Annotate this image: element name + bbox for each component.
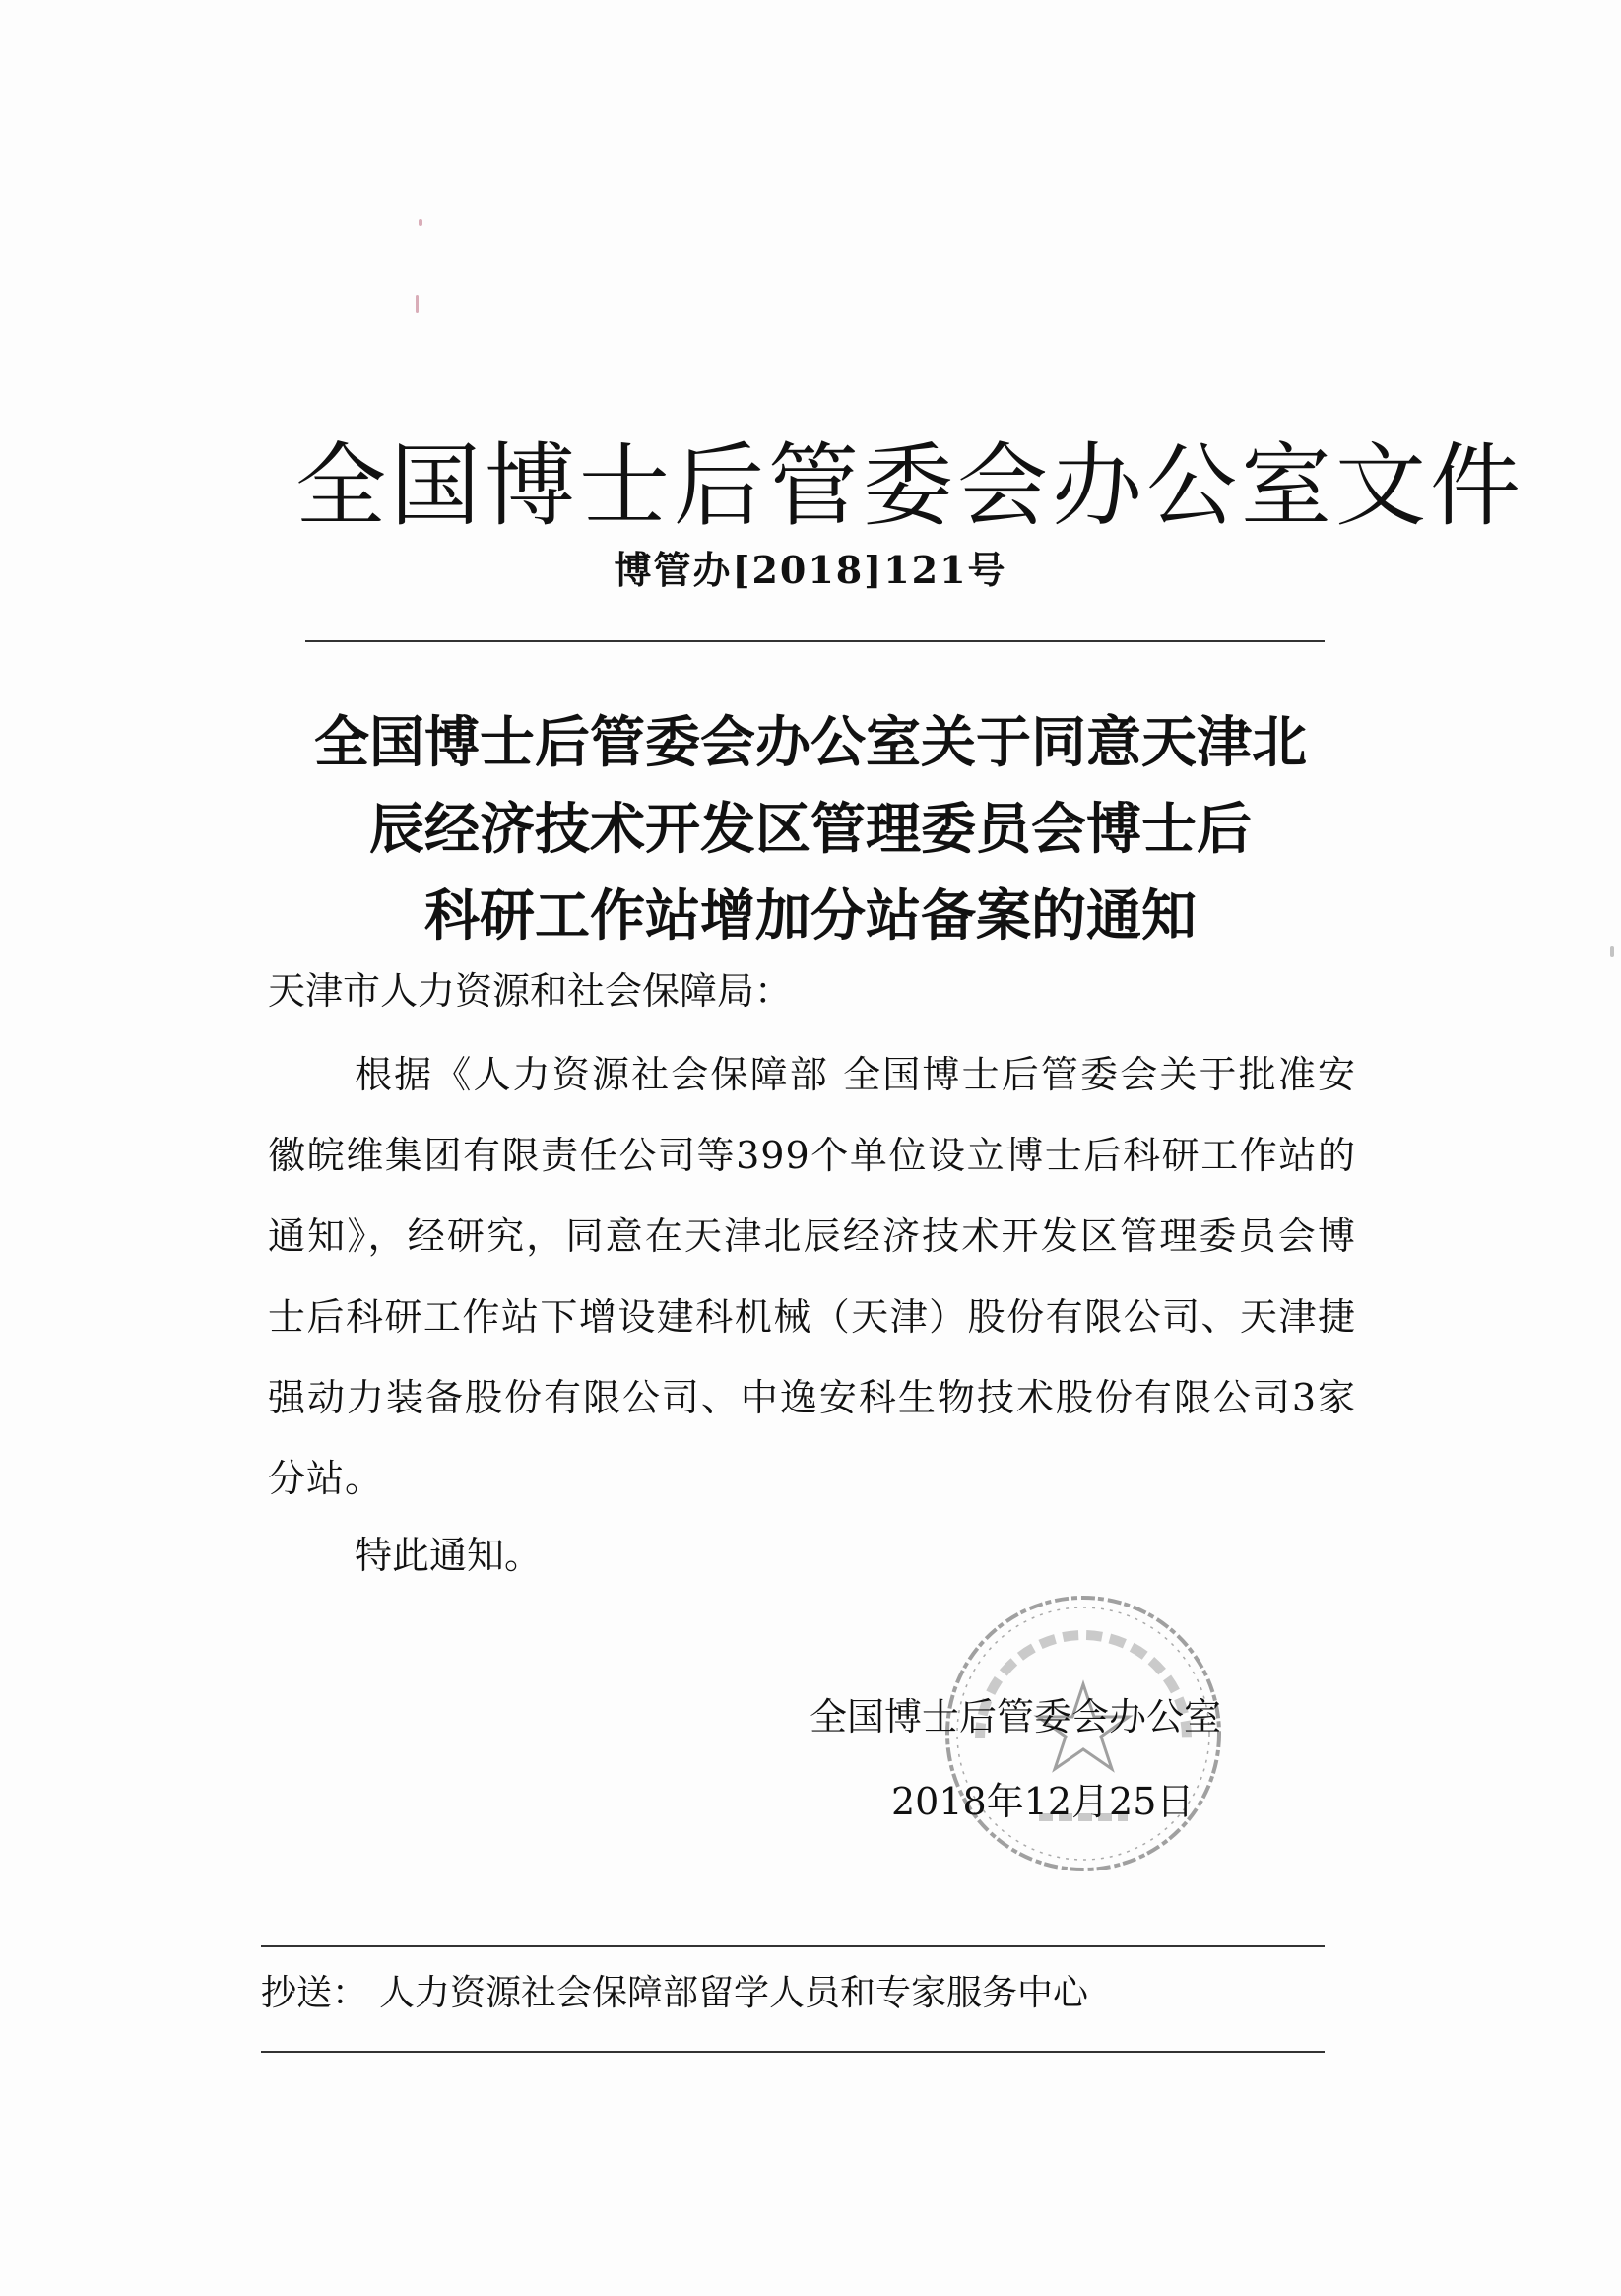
- closing-text: 特此通知。: [355, 1534, 543, 1577]
- document-subject: [0, 699, 1621, 959]
- signing-date: 2018年12月25日: [891, 1780, 1195, 1823]
- scan-speck: [416, 295, 419, 313]
- addressee: 天津市人力资源和社会保障局：: [268, 969, 793, 1013]
- subject-line: 辰经济技术开发区管理委员会博士后: [369, 797, 1252, 862]
- header-divider: [305, 640, 1325, 642]
- cc-bottom-divider: [261, 2051, 1325, 2053]
- signing-organization: 全国博士后管委会办公室: [810, 1695, 1222, 1738]
- scan-speck: [419, 219, 422, 226]
- body-paragraph: 根据《人力资源社会保障部 全国博士后管委会关于批准安徽皖维集团有限责任公司等399个单位设立博士后科研工作站的通知》，经研究，同意在天津北辰经济技术开发区管理委员会博士后科研工作站下增设建科机械（天津）股份有限公司、天津捷强动力装备股份有限公司、中逸安科生物技术股份有限公司3家分站。: [268, 1053, 1356, 1500]
- document-number: 博管办[2018]121号: [614, 548, 1007, 592]
- cc-line: [261, 1965, 1100, 2015]
- cc-top-divider: [261, 1945, 1325, 1947]
- cc-label: 抄送：: [261, 1973, 368, 2013]
- cc-recipient: 人力资源社会保障部留学人员和专家服务中心: [379, 1973, 1089, 2013]
- subject-line: 科研工作站增加分站备案的通知: [424, 884, 1197, 949]
- subject-line: 全国博士后管委会办公室关于同意天津北: [314, 710, 1307, 775]
- document-header-title: 全国博士后管委会办公室文件: [295, 433, 1525, 539]
